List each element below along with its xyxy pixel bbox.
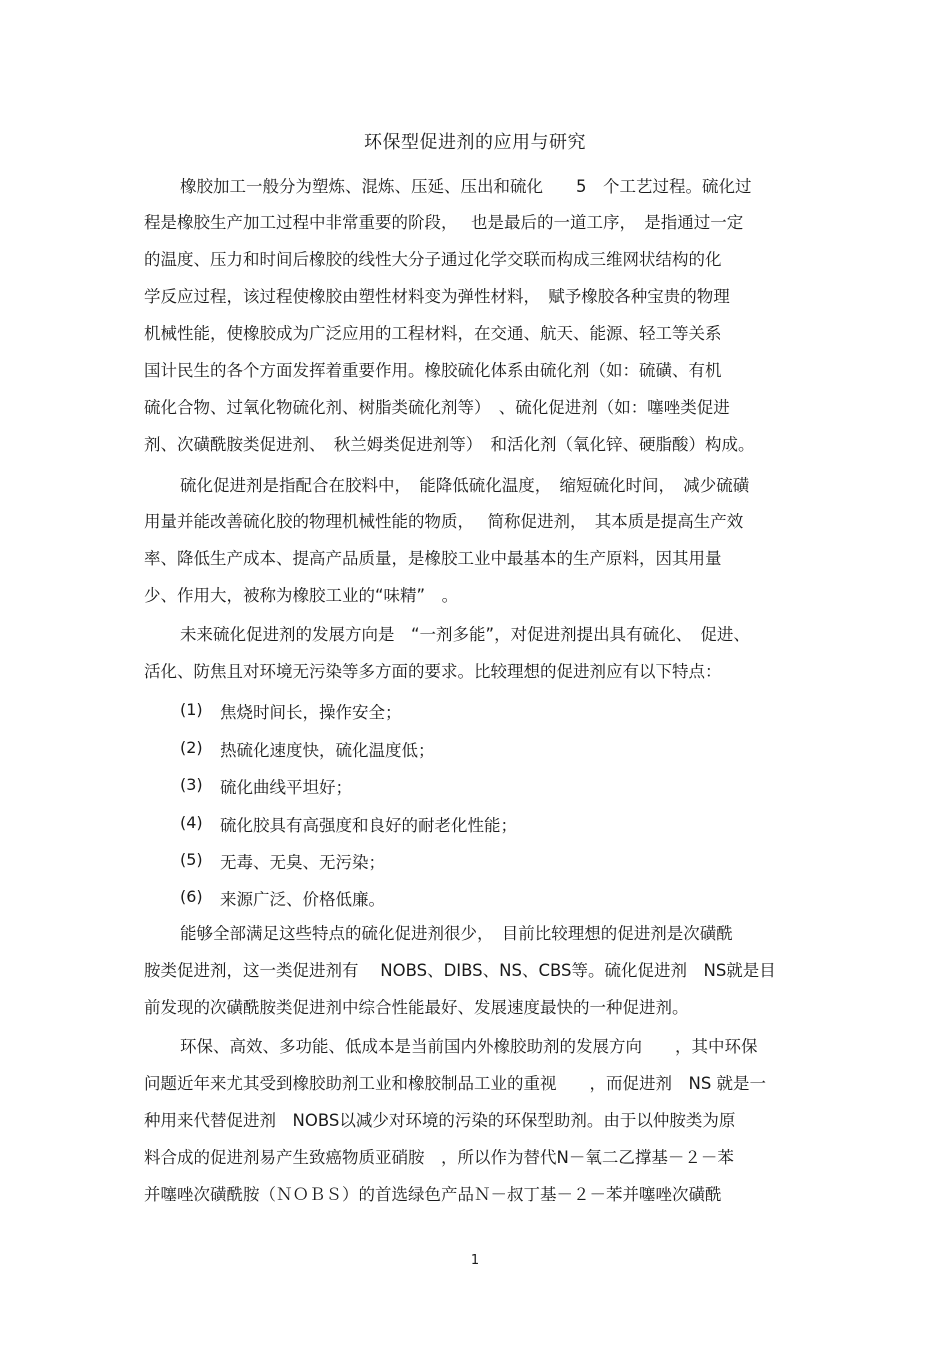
p5-line-2: 问题近年来尤其受到橡胶助剂工业和橡胶制品工业的重视 ，而促进剂 NS 就是一: [144, 1074, 767, 1093]
list-item-text: 硫化曲线平坦好；: [220, 778, 352, 797]
p1-line-3: 的温度、压力和时间后橡胶的线性大分子通过化学交联而构成三维网状结构的化: [144, 250, 722, 269]
p3-line-2: 活化、防焦且对环境无污染等多方面的要求。比较理想的促进剂应有以下特点：: [144, 662, 722, 681]
p1-line-2: 程是橡胶生产加工过程中非常重要的阶段， 也是最后的一道工序， 是指通过一定: [144, 213, 744, 232]
list-item-text: 来源广泛、价格低廉。: [220, 890, 385, 909]
p1-line-6: 国计民生的各个方面发挥着重要作用。橡胶硫化体系由硫化剂（如：硫磺、有机: [144, 361, 722, 380]
list-item-text: 无毒、无臭、无污染；: [220, 853, 385, 872]
p1-line-4: 学反应过程，该过程使橡胶由塑性材料变为弹性材料， 赋予橡胶各种宝贵的物理: [144, 287, 730, 306]
p2-line-3: 率、降低生产成本、提高产品质量，是橡胶工业中最基本的生产原料，因其用量: [144, 549, 722, 568]
p4-line-3: 前发现的次磺酰胺类促进剂中综合性能最好、发展速度最快的一种促进剂。: [144, 998, 689, 1017]
p5-line-5: 并噻唑次磺酰胺（ＮＯＢＳ）的首选绿色产品Ｎ－叔丁基－２－苯并噻唑次磺酰: [144, 1185, 722, 1204]
document-title: 环保型促进剂的应用与研究: [364, 132, 586, 153]
p5-line-3: 种用来代替促进剂 NOBS以减少对环境的污染的环保型助剂。由于以仲胺类为原: [144, 1111, 736, 1130]
p1-line-8: 剂、次磺酰胺类促进剂、 秋兰姆类促进剂等） 和活化剂（氧化锌、硬脂酸）构成。: [144, 435, 755, 454]
list-item-number: (4): [180, 813, 203, 832]
p1-line-1: 橡胶加工一般分为塑炼、混炼、压延、压出和硫化 5 个工艺过程。硫化过: [180, 177, 752, 196]
p2-line-2: 用量并能改善硫化胶的物理机械性能的物质， 简称促进剂， 其本质是提高生产效: [144, 512, 744, 531]
p4-line-1: 能够全部满足这些特点的硫化促进剂很少， 目前比较理想的促进剂是次磺酰: [180, 924, 733, 943]
list-item-number: (5): [180, 850, 203, 869]
list-item-number: (1): [180, 700, 203, 719]
list-item-text: 热硫化速度快，硫化温度低；: [220, 741, 435, 760]
list-item-text: 硫化胶具有高强度和良好的耐老化性能；: [220, 816, 517, 835]
p5-line-4: 料合成的促进剂易产生致癌物质亚硝胺 ，所以作为替代N－氧二乙撑基－２－苯: [144, 1148, 734, 1167]
p1-line-7: 硫化合物、过氧化物硫化剂、树脂类硫化剂等） 、硫化促进剂（如：噻唑类促进: [144, 398, 730, 417]
list-item-number: (2): [180, 738, 203, 757]
p5-line-1: 环保、高效、多功能、低成本是当前国内外橡胶助剂的发展方向 ，其中环保: [180, 1037, 758, 1056]
p1-line-5: 机械性能，使橡胶成为广泛应用的工程材料，在交通、航天、能源、轻工等关系: [144, 324, 722, 343]
page-number: 1: [470, 1253, 480, 1268]
p2-line-1: 硫化促进剂是指配合在胶料中， 能降低硫化温度， 缩短硫化时间， 减少硫磺: [180, 476, 750, 495]
list-item-number: (3): [180, 775, 203, 794]
list-item-number: (6): [180, 887, 203, 906]
p4-line-2: 胺类促进剂，这一类促进剂有 NOBS、DIBS、NS、CBS等。硫化促进剂 NS就是目: [144, 961, 776, 980]
p3-line-1: 未来硫化促进剂的发展方向是 “一剂多能”，对促进剂提出具有硫化、 促进、: [180, 625, 750, 644]
p2-line-4: 少、作用大，被称为橡胶工业的“味精” 。: [144, 586, 459, 605]
list-item-text: 焦烧时间长，操作安全；: [220, 703, 402, 722]
